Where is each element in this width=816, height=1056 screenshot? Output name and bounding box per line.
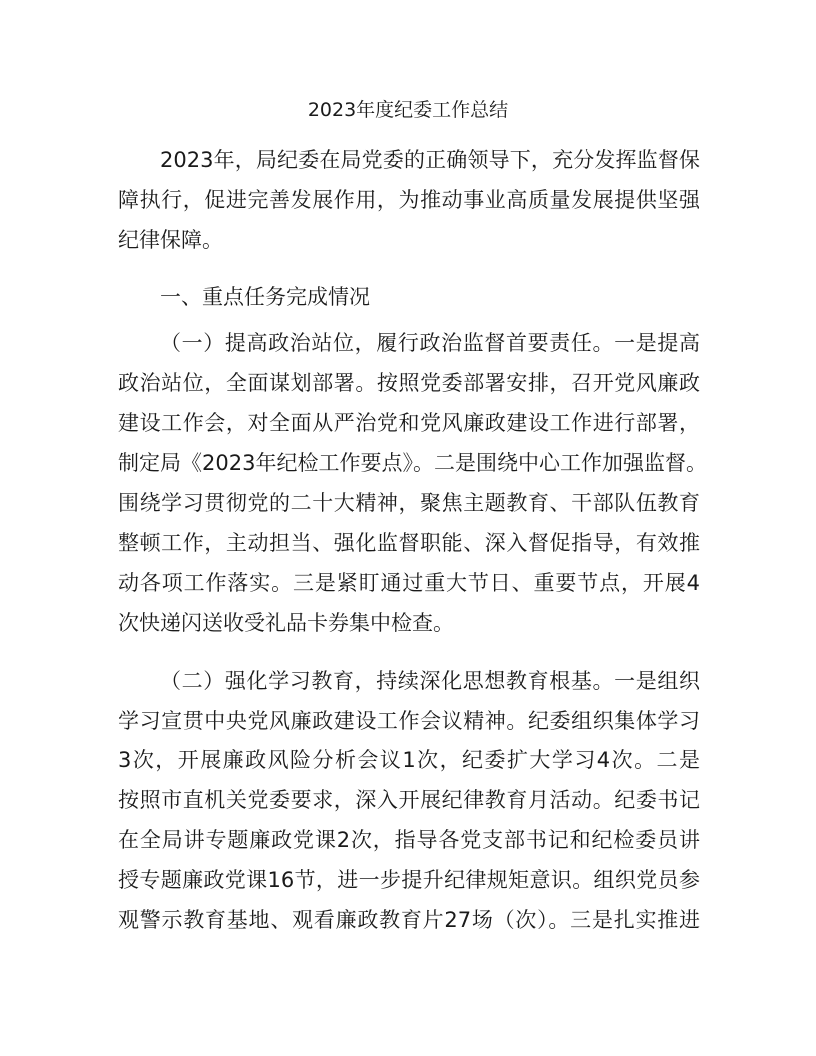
para1-line: 政治站位，全面谋划部署。按照党委部署安排，召开党风廉政 <box>118 371 700 395</box>
intro-line: 纪律保障。 <box>118 228 223 252</box>
section-heading: 一、重点任务完成情况 <box>160 285 370 309</box>
para1-line: 整顿工作，主动担当、强化监督职能、深入督促指导，有效推 <box>118 531 700 555</box>
para2-line: 按照市直机关党委要求，深入开展纪律教育月活动。纪委书记 <box>118 788 700 812</box>
para1-line: 制定局《2023年纪检工作要点》。二是围绕中心工作加强监督。 <box>118 451 707 475</box>
intro-line: 障执行，促进完善发展作用，为推动事业高质量发展提供坚强 <box>118 188 700 212</box>
para1-line: （一）提高政治站位，履行政治监督首要责任。一是提高 <box>160 331 700 355</box>
para1-line: 动各项工作落实。三是紧盯通过重大节日、重要节点，开展4 <box>118 571 700 595</box>
para2-line: （二）强化学习教育，持续深化思想教育根基。一是组织 <box>160 669 700 693</box>
para1-line: 次快递闪送收受礼品卡券集中检查。 <box>118 611 454 635</box>
para2-line: 在全局讲专题廉政党课2次，指导各党支部书记和纪检委员讲 <box>118 828 700 852</box>
para1-line: 建设工作会，对全面从严治党和党风廉政建设工作进行部署， <box>118 411 700 435</box>
para2-line: 3次，开展廉政风险分析会议1次，纪委扩大学习4次。二是 <box>118 748 700 772</box>
para2-line: 授专题廉政党课16节，进一步提升纪律规矩意识。组织党员参 <box>118 868 700 892</box>
intro-line: 2023年，局纪委在局党委的正确领导下，充分发挥监督保 <box>160 148 700 172</box>
para1-line: 围绕学习贯彻党的二十大精神，聚焦主题教育、干部队伍教育 <box>118 491 700 515</box>
para2-line: 观警示教育基地、观看廉政教育片27场（次）。三是扎实推进 <box>118 908 700 932</box>
para2-line: 学习宣贯中央党风廉政建设工作会议精神。纪委组织集体学习 <box>118 709 700 733</box>
document-title: 2023年度纪委工作总结 <box>307 99 509 121</box>
